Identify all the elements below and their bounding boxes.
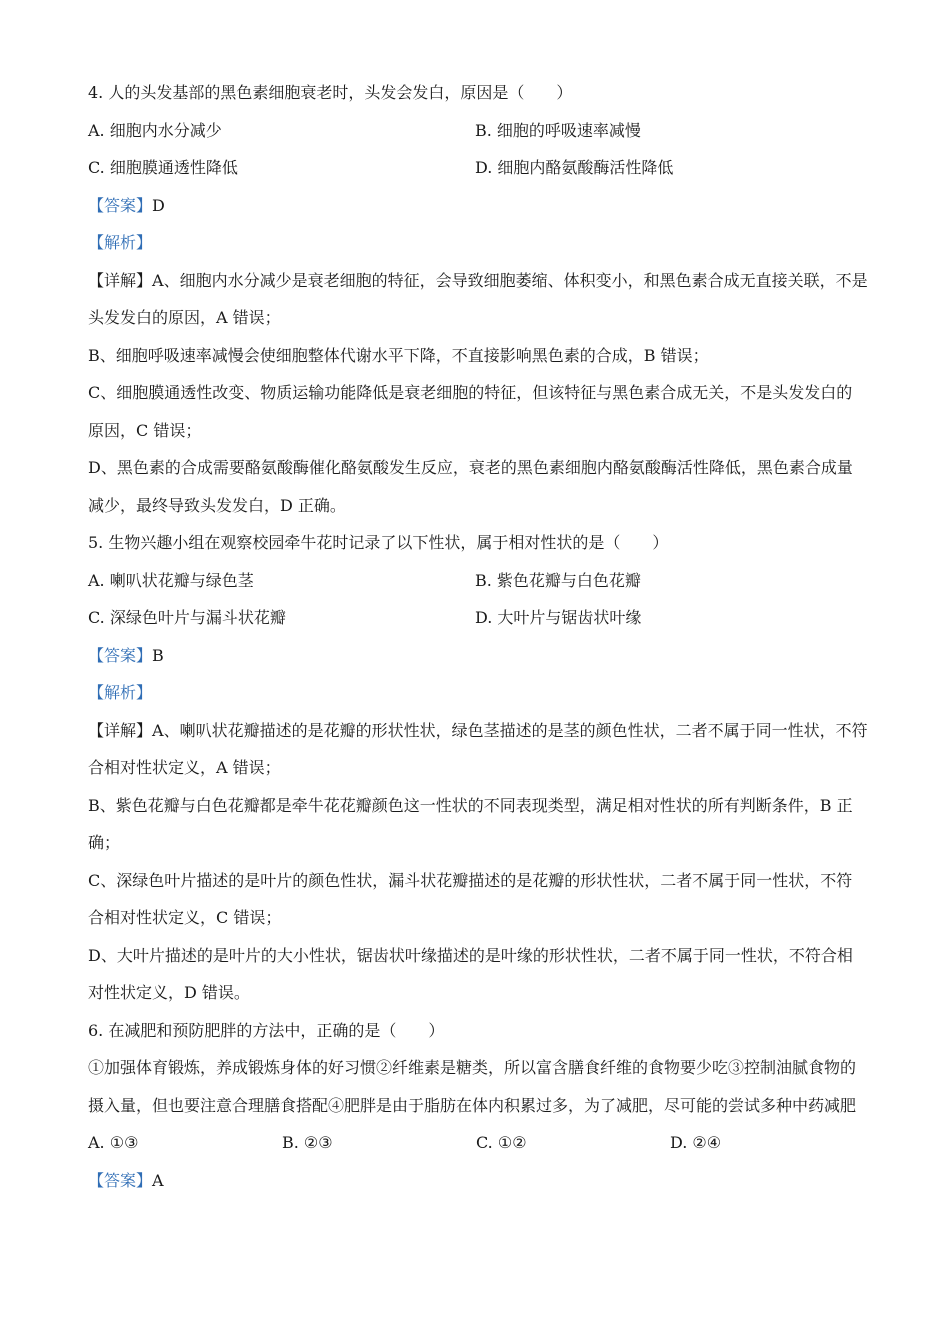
question-4-detail-c: C、细胞膜通透性改变、物质运输功能降低是衰老细胞的特征，但该特征与黑色素合成无关，不是头发发白的原因，C 错误；	[88, 383, 853, 440]
question-4-option-a: A. 细胞内水分减少	[88, 120, 222, 140]
question-6-options-row	[88, 1124, 868, 1162]
question-5-option-b: B. 紫色花瓣与白色花瓣	[475, 570, 641, 590]
question-4-option-d: D. 细胞内酪氨酸酶活性降低	[475, 158, 674, 177]
answer-tag: 【答案】	[88, 195, 153, 215]
document-page	[88, 74, 868, 1199]
question-4-option-c: C. 细胞膜通透性降低	[88, 158, 238, 177]
question-4-detail-a: 【详解】A、细胞内水分减少是衰老细胞的特征，会导致细胞萎缩、体积变小，和黑色素合成无直接关联，不是头发发白的原因，A 错误；	[88, 270, 868, 327]
question-5-detail-a: 【详解】A、喇叭状花瓣描述的是花瓣的形状性状，绿色茎描述的是茎的颜色性状，二者不属于同一性状，不符合相对性状定义，A 错误；	[88, 720, 868, 777]
answer-value: D	[152, 195, 165, 215]
question-5-stem: 5. 生物兴趣小组在观察校园牵牛花时记录了以下性状，属于相对性状的是（ ）	[88, 533, 669, 552]
question-6-option-a: A. ①③	[88, 1133, 139, 1152]
question-6-answer	[88, 1162, 868, 1200]
question-5-detail-d: D、大叶片描述的是叶片的大小性状，锯齿状叶缘描述的是叶缘的形状性状，二者不属于同一性状，不符合相对性状定义，D 错误。	[88, 945, 853, 1002]
answer-value: A	[152, 1170, 164, 1190]
question-4-option-b: B. 细胞的呼吸速率减慢	[475, 120, 641, 140]
question-4-stem: 4. 人的头发基部的黑色素细胞衰老时，头发会发白，原因是（ ）	[88, 83, 573, 102]
question-5-options-row-2	[88, 599, 868, 637]
question-4-detail-d: D、黑色素的合成需要酪氨酸酶催化酪氨酸发生反应，衰老的黑色素细胞内酪氨酸酶活性降低，黑色素合成量减少，最终导致头发发白，D 正确。	[88, 458, 853, 515]
question-6-option-c: C. ①②	[476, 1133, 527, 1152]
question-5-options-row-1	[88, 562, 868, 600]
question-6-body: ①加强体育锻炼，养成锻炼身体的好习惯②纤维素是糖类，所以富含膳食纤维的食物要少吃③控制油腻食物的摄入量，但也要注意合理膳食搭配④肥胖是由于脂肪在体内积累过多，为了减肥，尽可能的尝试多种中药减肥	[88, 1058, 857, 1115]
question-6-option-d: D. ②④	[670, 1133, 722, 1152]
question-5-answer	[88, 637, 868, 675]
analysis-tag: 【解析】	[88, 233, 153, 252]
question-5-analysis	[88, 674, 868, 712]
question-4-options-row-2	[88, 149, 868, 187]
question-5-option-d: D. 大叶片与锯齿状叶缘	[475, 608, 642, 627]
question-4-answer	[88, 187, 868, 225]
analysis-tag: 【解析】	[88, 683, 153, 702]
answer-tag: 【答案】	[88, 1170, 153, 1190]
question-5-option-a: A. 喇叭状花瓣与绿色茎	[88, 570, 254, 590]
question-5-option-c: C. 深绿色叶片与漏斗状花瓣	[88, 608, 286, 627]
detail-tag: 【详解】	[88, 720, 153, 740]
question-6-option-b: B. ②③	[282, 1133, 333, 1152]
question-4-detail-b: B、细胞呼吸速率减慢会使细胞整体代谢水平下降，不直接影响黑色素的合成，B 错误；	[88, 345, 709, 365]
answer-tag: 【答案】	[88, 645, 153, 665]
question-4-analysis	[88, 224, 868, 262]
detail-tag: 【详解】	[88, 270, 153, 290]
question-5-detail-c: C、深绿色叶片描述的是叶片的颜色性状，漏斗状花瓣描述的是花瓣的形状性状，二者不属于同一性状，不符合相对性状定义，C 错误；	[88, 870, 853, 927]
question-4-options-row-1	[88, 112, 868, 150]
answer-value: B	[152, 645, 164, 665]
question-6-stem: 6. 在减肥和预防肥胖的方法中，正确的是（ ）	[88, 1020, 445, 1040]
question-5-detail-b: B、紫色花瓣与白色花瓣都是牵牛花花瓣颜色这一性状的不同表现类型，满足相对性状的所有判断条件，B 正确；	[88, 795, 853, 852]
